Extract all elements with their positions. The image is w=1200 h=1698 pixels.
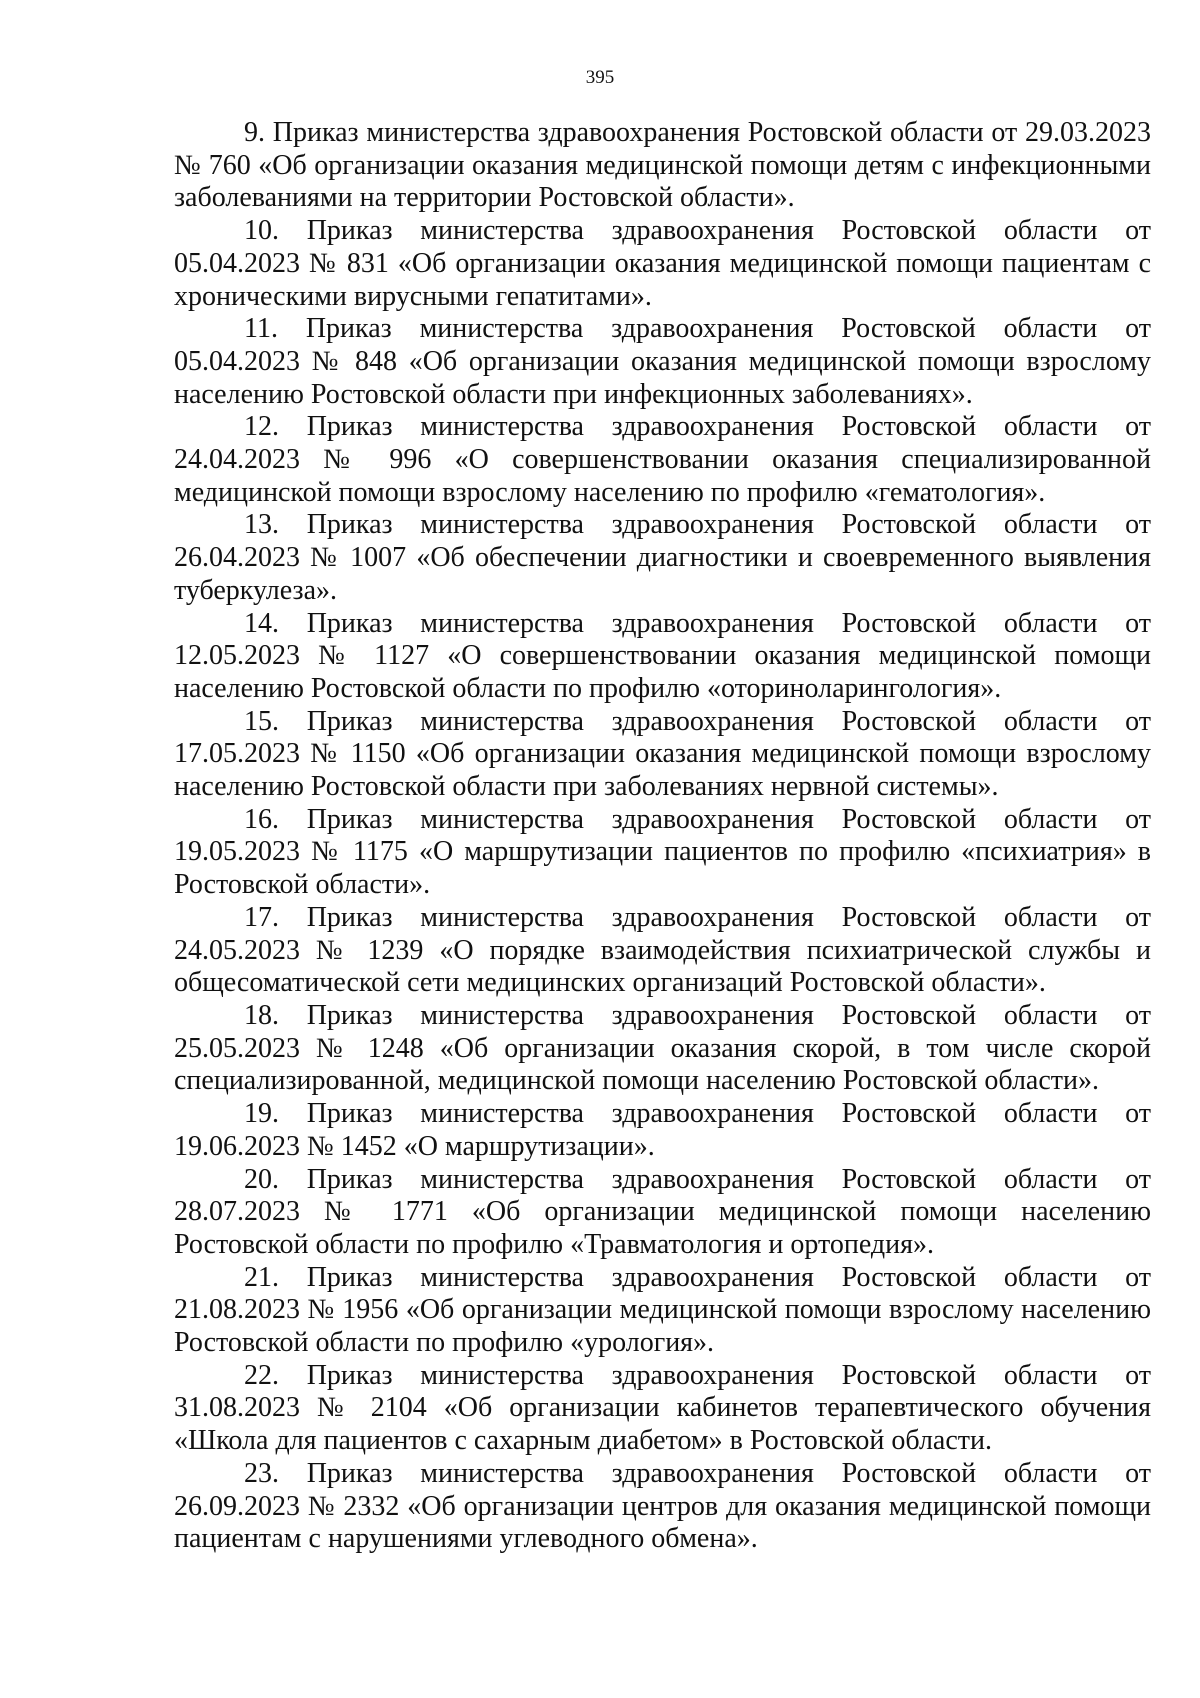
list-item: 13. Приказ министерства здравоохранения Ростовской области от 26.04.2023 № 1007 «Об обеспечении диагностики и своевременного выявления туберкулеза». bbox=[174, 509, 1151, 606]
list-item: 21. Приказ министерства здравоохранения Ростовской области от 21.08.2023 № 1956 «Об организации медицинской помощи взрослому населению Ростовской области по профилю «урология». bbox=[174, 1261, 1151, 1359]
list-item: 22. Приказ министерства здравоохранения Ростовской области от 31.08.2023 № 2104 «Об организации кабинетов терапевтического обучения «Школа для пациентов с сахарным диабетом» в Ростовской области. bbox=[174, 1359, 1151, 1457]
list-item: 18. Приказ министерства здравоохранения Ростовской области от 25.05.2023 № 1248 «Об организации оказания скорой, в том числе скорой специализированной, медицинской помощи населению Ростовской области». bbox=[174, 999, 1151, 1097]
list-item: 11. Приказ министерства здравоохранения Ростовской области от 05.04.2023 № 848 «Об организации оказания медицинской помощи взрослому населению Ростовской области при инфекционных заболеваниях». bbox=[174, 313, 1151, 410]
page-number: 395 bbox=[585, 67, 615, 88]
list-item: 16. Приказ министерства здравоохранения Ростовской области от 19.05.2023 № 1175 «О маршрутизации пациентов по профилю «психиатрия» в Ростовской области». bbox=[174, 803, 1151, 901]
list-item: 14. Приказ министерства здравоохранения Ростовской области от 12.05.2023 № 1127 «О совершенствовании оказания медицинской помощи населению Ростовской области по профилю «оториноларингология». bbox=[174, 607, 1151, 704]
list-item: 10. Приказ министерства здравоохранения Ростовской области от 05.04.2023 № 831 «Об организации оказания медицинской помощи пациентам с хроническими вирусными гепатитами». bbox=[174, 215, 1151, 312]
list-item: 19. Приказ министерства здравоохранения Ростовской области от 19.06.2023 № 1452 «О маршрутизации». bbox=[174, 1098, 1151, 1162]
list-item: 9. Приказ министерства здравоохранения Ростовской области от 29.03.2023 № 760 «Об организации оказания медицинской помощи детям с инфекционными заболеваниями на территории Ростовской области». bbox=[174, 117, 1151, 214]
list-item: 15. Приказ министерства здравоохранения Ростовской области от 17.05.2023 № 1150 «Об организации оказания медицинской помощи взрослому населению Ростовской области при заболеваниях нервной системы». bbox=[174, 705, 1151, 803]
list-item: 23. Приказ министерства здравоохранения Ростовской области от 26.09.2023 № 2332 «Об организации центров для оказания медицинской помощи пациентам с нарушениями углеводного обмена». bbox=[174, 1457, 1151, 1555]
list-item: 17. Приказ министерства здравоохранения Ростовской области от 24.05.2023 № 1239 «О порядке взаимодействия психиатрической службы и общесоматической сети медицинских организаций Ростовской области». bbox=[174, 901, 1151, 999]
list-item: 12. Приказ министерства здравоохранения Ростовской области от 24.04.2023 № 996 «О совершенствовании оказания специализированной медицинской помощи взрослому населению по профилю «гематология». bbox=[174, 411, 1151, 508]
document-body bbox=[174, 117, 1151, 1556]
list-item: 20. Приказ министерства здравоохранения Ростовской области от 28.07.2023 № 1771 «Об организации медицинской помощи населению Ростовской области по профилю «Травматология и ортопедия». bbox=[174, 1163, 1151, 1260]
